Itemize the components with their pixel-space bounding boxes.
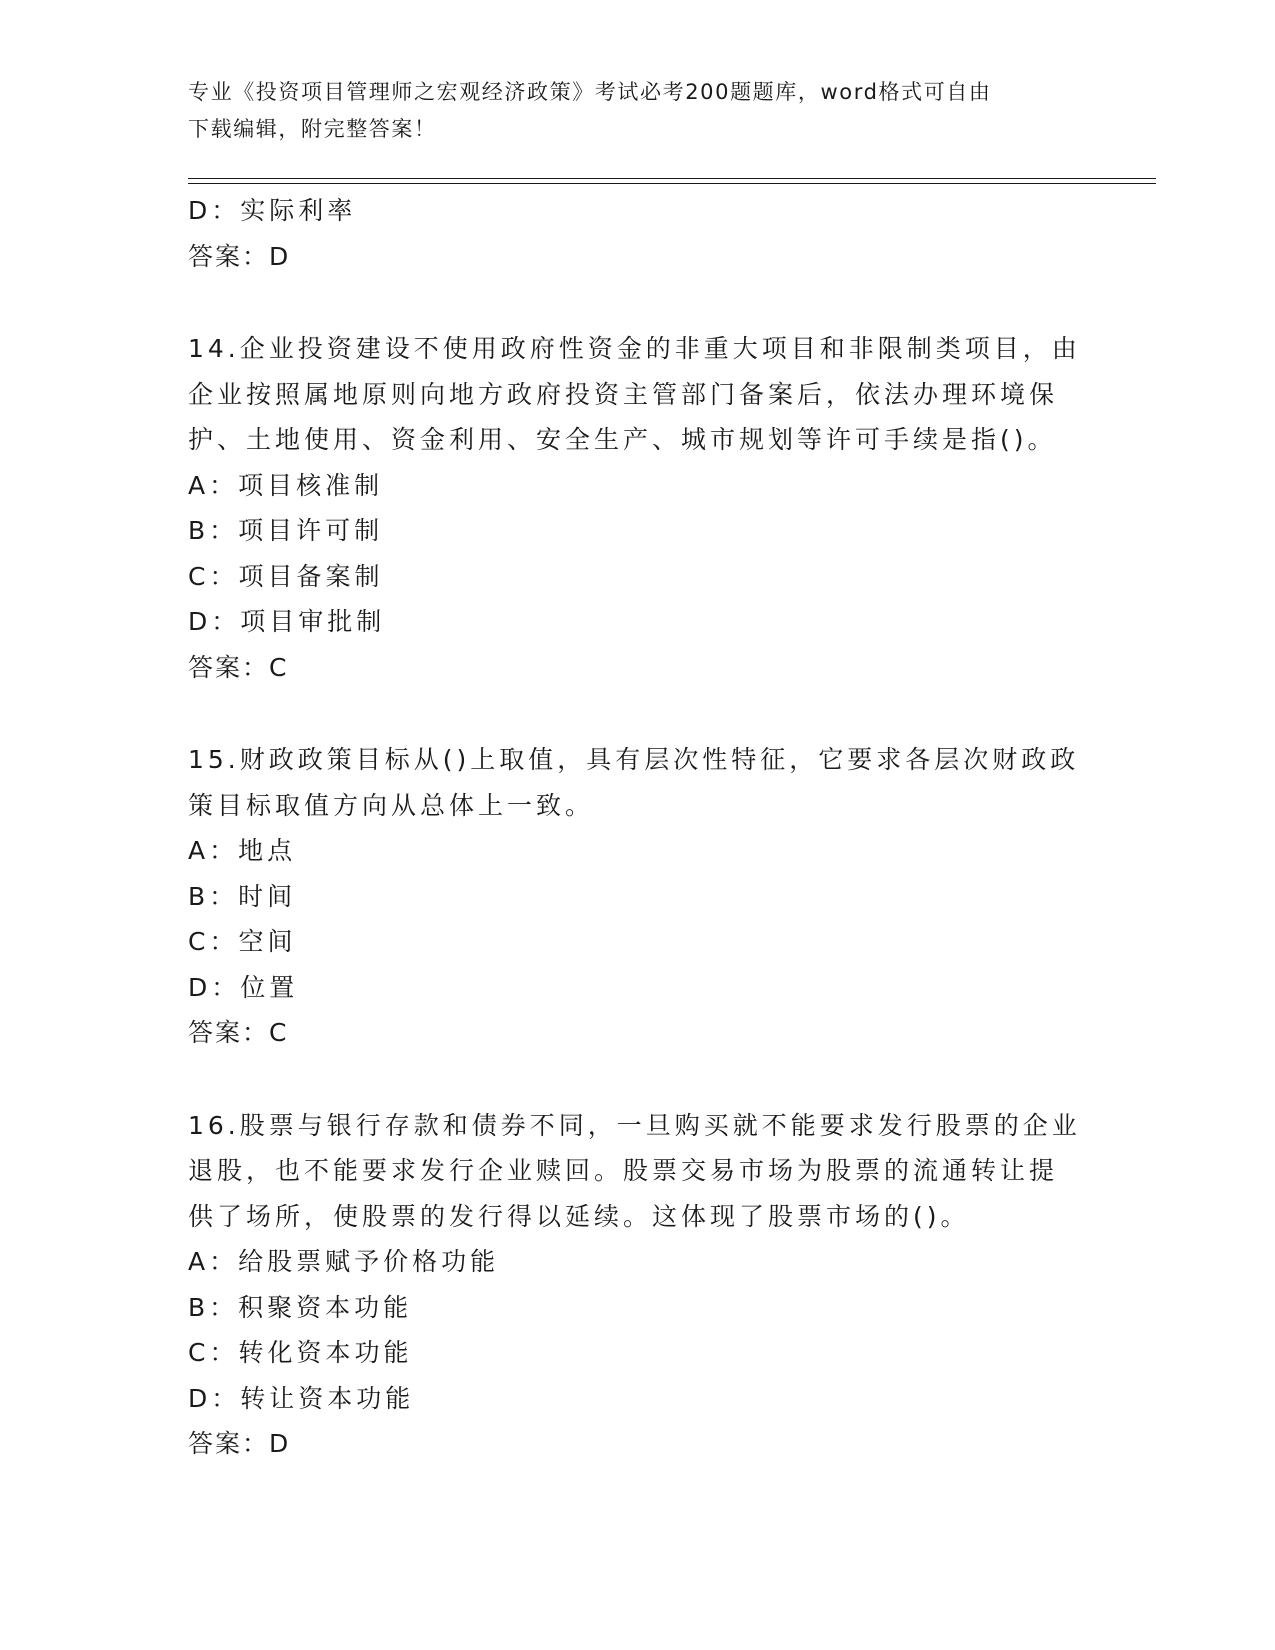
answer-line: 答案：D	[188, 1429, 291, 1458]
option-c: C：空间	[188, 927, 297, 956]
question-14	[188, 326, 1081, 690]
answer-line: 答案：C	[188, 652, 289, 682]
question-stem-line: 退股，也不能要求发行企业赎回。股票交易市场为股票的流通转让提	[188, 1156, 1059, 1185]
previous-question-tail	[188, 188, 1068, 279]
document-page	[188, 0, 1158, 1650]
header-line: 专业《投资项目管理师之宏观经济政策》考试必考200题题库，word格式可自由	[188, 80, 992, 104]
option-a: A：给股票赋予价格功能	[188, 1247, 500, 1276]
question-stem-line: 15.财政政策目标从()上取值，具有层次性特征，它要求各层次财政政	[188, 745, 1080, 774]
option-b: B：项目许可制	[188, 516, 384, 545]
question-stem-line: 护、土地使用、资金利用、安全生产、城市规划等许可手续是指()。	[188, 425, 1057, 454]
option-d: D：转让资本功能	[188, 1383, 415, 1413]
option-b: B：积聚资本功能	[188, 1292, 413, 1322]
question-15	[188, 737, 1080, 1056]
option-a: A：项目核准制	[188, 470, 384, 500]
answer-line: 答案：C	[188, 1018, 289, 1047]
option-a: A：地点	[188, 836, 297, 865]
question-stem-line: 企业按照属地原则向地方政府投资主管部门备案后，依法办理环境保	[188, 379, 1059, 409]
option-d: D：实际利率	[188, 196, 357, 225]
option-d: D：位置	[188, 972, 299, 1002]
question-stem-line: 供了场所，使股票的发行得以延续。这体现了股票市场的()。	[188, 1201, 970, 1231]
option-b: B：时间	[188, 881, 297, 911]
question-content	[188, 188, 1081, 1467]
question-stem-line: 策目标取值方向从总体上一致。	[188, 790, 595, 820]
option-c: C：转化资本功能	[188, 1338, 413, 1367]
answer-line: 答案：D	[188, 241, 291, 271]
header-line: 下载编辑，附完整答案！	[188, 117, 437, 141]
header-divider	[188, 178, 1156, 184]
option-d: D：项目审批制	[188, 607, 386, 636]
question-stem-line: 16.股票与银行存款和债券不同，一旦购买就不能要求发行股票的企业	[188, 1110, 1081, 1140]
question-stem-line: 14.企业投资建设不使用政府性资金的非重大项目和非限制类项目，由	[188, 334, 1081, 363]
document-header	[188, 74, 1068, 148]
question-16	[188, 1103, 1081, 1467]
option-c: C：项目备案制	[188, 561, 384, 591]
